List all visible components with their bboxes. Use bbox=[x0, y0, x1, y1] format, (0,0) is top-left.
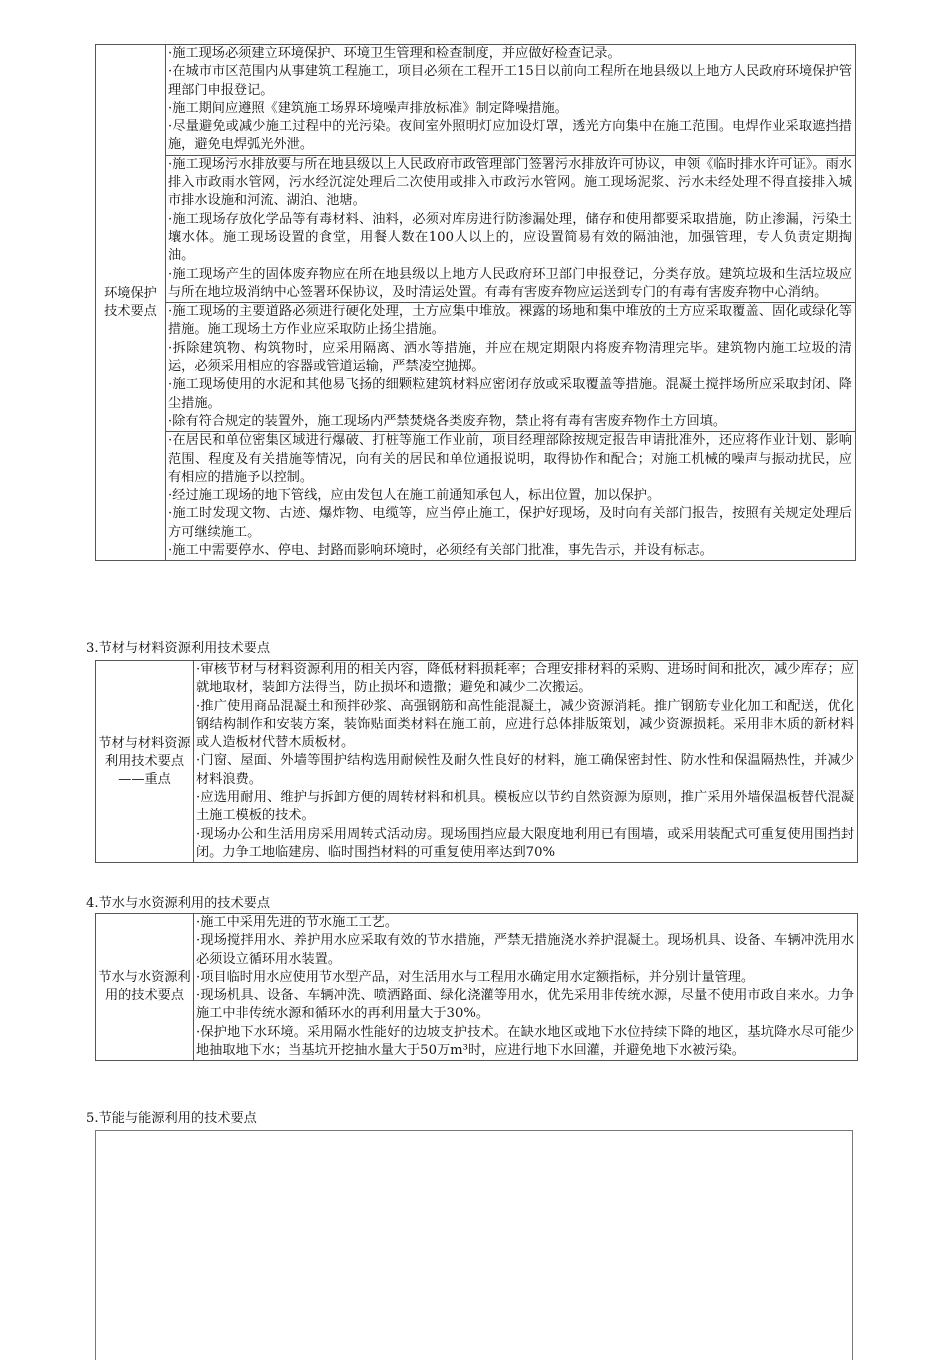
list-item: ·经过施工现场的地下管线，应由发包人在施工前通知承包人，标出位置，加以保护。 bbox=[168, 488, 661, 504]
list-item: ·推广使用商品混凝土和预拌砂浆、高强钢筋和高性能混凝土，减少资源消耗。推广钢筋专业化加工和配送，优化钢结构制作和安装方案，装饰贴面类材料在施工前，应进行总体排版策划，减少资源损耗。采用非木质的新材料或人造板材代替木质板材。 bbox=[196, 698, 854, 751]
list-item: ·审核节材与材料资源利用的相关内容，降低材料损耗率；合理安排材料的采购、进场时间和批次，减少库存；应就地取材，装卸方法得当，防止损坏和遗撒；避免和减少二次搬运。 bbox=[196, 662, 854, 696]
list-item: ·现场机具、设备、车辆冲洗、喷洒路面、绿化浇灌等用水，优先采用非传统水源，尽量不使用市政自来水。力争施工中非传统水源和循环水的再利用量大于30%。 bbox=[196, 988, 854, 1022]
env-group-2 bbox=[166, 155, 856, 302]
env-row-label: 环境保护技术要点 bbox=[96, 45, 166, 561]
list-item: ·应选用耐用、维护与拆卸方便的周转材料和机具。模板应以节约自然资源为原则，推广采用外墙保温板替代混凝土施工模板的技术。 bbox=[196, 790, 854, 824]
list-item: ·尽量避免或减少施工过程中的光污染。夜间室外照明灯应加设灯罩，透光方向集中在施工范围。电焊作业采取遮挡措施，避免电焊弧光外泄。 bbox=[168, 119, 852, 153]
list-item: ·除有符合规定的装置外，施工现场内严禁焚烧各类废弃物，禁止将有毒有害废弃物作土方回填。 bbox=[168, 413, 727, 429]
list-item: ·施工现场存放化学品等有毒材料、油料，必须对库房进行防渗漏处理，储存和使用都要采取措施，防止渗漏，污染土壤水体。施工现场设置的食堂，用餐人数在100人以上的，应设置简易有效的隔油池，加强管理，专人负责定期掏油。 bbox=[168, 211, 852, 264]
material-row-label: 节材与材料资源利用技术要点——重点 bbox=[96, 661, 194, 863]
list-item: ·施工中需要停水、停电、封路而影响环境时，必须经有关部门批准，事先告示，并设有标志。 bbox=[168, 543, 713, 559]
list-item: ·施工时发现文物、古迹、爆炸物、电缆等，应当停止施工，保护好现场，及时向有关部门报告，按照有关规定处理后方可继续施工。 bbox=[168, 506, 852, 540]
material-content bbox=[194, 661, 858, 863]
env-table bbox=[95, 44, 856, 561]
list-item: ·保护地下水环境。采用隔水性能好的边坡支护技术。在缺水地区或地下水位持续下降的地区，基坑降水尽可能少地抽取地下水；当基坑开挖抽水量大于50万m³时，应进行地下水回灌，并避免地下水被污染。 bbox=[196, 1024, 854, 1059]
section-heading-water: 4.节水与水资源利用的技术要点 bbox=[86, 896, 271, 911]
list-item: ·施工现场使用的水泥和其他易飞扬的细颗粒建筑材料应密闭存放或采取覆盖等措施。混凝土搅拌场所应采取封闭、降尘措施。 bbox=[168, 377, 852, 411]
list-item: ·在城市市区范围内从事建筑工程施工，项目必须在工程开工15日以前向工程所在地县级以上地方人民政府环境保护管理部门申报登记。 bbox=[168, 64, 852, 98]
list-item: ·施工期间应遵照《建筑施工场界环境噪声排放标准》制定降噪措施。 bbox=[168, 100, 568, 116]
water-content bbox=[194, 914, 858, 1061]
list-item: ·门窗、屋面、外墙等围护结构选用耐候性及耐久性良好的材料，施工确保密封性、防水性和保温隔热性，并减少材料浪费。 bbox=[196, 753, 854, 787]
list-item: ·现场搅拌用水、养护用水应采取有效的节水措施，严禁无措施浇水养护混凝土。现场机具、设备、车辆冲洗用水必须设立循环用水装置。 bbox=[196, 933, 854, 967]
list-item: ·施工现场必须建立环境保护、环境卫生管理和检查制度，并应做好检查记录。 bbox=[168, 46, 621, 61]
list-item: ·现场办公和生活用房采用周转式活动房。现场围挡应最大限度地利用已有围墙，或采用装配式可重复使用围挡封闭。力争工地临建房、临时围挡材料的可重复使用率达到70% bbox=[196, 826, 854, 860]
section-heading-energy: 5.节能与能源利用的技术要点 bbox=[86, 1111, 257, 1126]
section-heading-material: 3.节材与材料资源利用技术要点 bbox=[86, 641, 271, 656]
material-table bbox=[95, 660, 858, 863]
env-group-3 bbox=[166, 303, 856, 432]
list-item: ·项目临时用水应使用节水型产品，对生活用水与工程用水确定用水定额指标，并分别计量管理。 bbox=[196, 969, 755, 985]
list-item: ·施工现场污水排放要与所在地县级以上人民政府市政管理部门签署污水排放许可协议，申领《临时排水许可证》。雨水排入市政雨水管网，污水经沉淀处理后二次使用或排入市政污水管网。施工现场泥浆、污水未经处理不得直接排入城市排水设施和河流、湖泊、池塘。 bbox=[168, 156, 852, 209]
list-item: ·施工中采用先进的节水施工工艺。 bbox=[196, 915, 399, 930]
list-item: ·施工现场产生的固体废弃物应在所在地县级以上地方人民政府环卫部门申报登记，分类存放。建筑垃圾和生活垃圾应与所在地垃圾消纳中心签署环保协议，及时清运处置。有毒有害废弃物应运送到专门的有毒有害废弃物中心消纳。 bbox=[168, 266, 852, 300]
list-item: ·拆除建筑物、构筑物时，应采用隔离、洒水等措施，并应在规定期限内将废弃物清理完毕。建筑物内施工垃圾的清运，必须采用相应的容器或管道运输，严禁凌空抛掷。 bbox=[168, 340, 852, 375]
list-item: ·施工现场的主要道路必须进行硬化处理，土方应集中堆放。裸露的场地和集中堆放的土方应采取覆盖、固化或绿化等措施。施工现场土方作业应采取防止扬尘措施。 bbox=[168, 304, 852, 338]
water-row-label: 节水与水资源利用的技术要点 bbox=[96, 914, 194, 1061]
water-table bbox=[95, 913, 858, 1061]
env-group-1 bbox=[166, 45, 856, 156]
list-item: ·在居民和单位密集区域进行爆破、打桩等施工作业前，项目经理部除按规定报告申请批准外，还应将作业计划、影响范围、程度及有关措施等情况，向有关的居民和单位通报说明，取得协作和配合；对施工机械的噪声与振动扰民，应有相应的措施予以控制。 bbox=[168, 433, 852, 485]
env-group-4 bbox=[166, 432, 856, 561]
energy-blank-box bbox=[95, 1130, 853, 1360]
